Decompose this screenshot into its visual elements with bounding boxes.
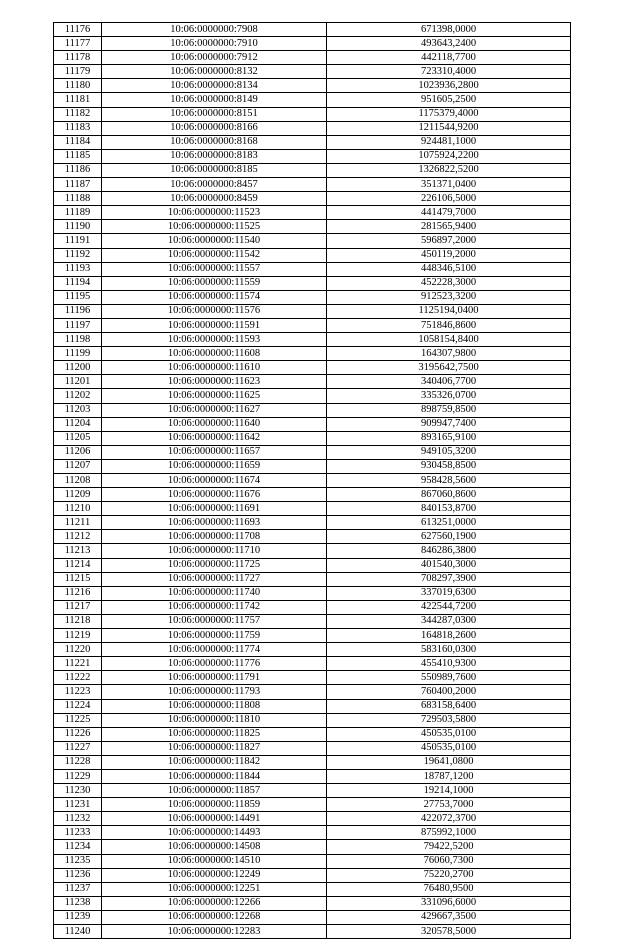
value-cell: 331096,6000 [327, 896, 571, 910]
value-cell: 1175379,4000 [327, 107, 571, 121]
table-row [54, 614, 571, 628]
table-row [54, 586, 571, 600]
row-number-cell: 11232 [54, 812, 102, 826]
row-number-cell: 11186 [54, 163, 102, 177]
row-number-cell: 11230 [54, 784, 102, 798]
cadastral-number-cell: 10:06:0000000:11691 [102, 502, 327, 516]
table-row [54, 784, 571, 798]
row-number-cell: 11234 [54, 840, 102, 854]
value-cell: 337019,6300 [327, 586, 571, 600]
table-row [54, 23, 571, 37]
table-row [54, 882, 571, 896]
cadastral-number-cell: 10:06:0000000:8151 [102, 107, 327, 121]
row-number-cell: 11192 [54, 248, 102, 262]
cadastral-number-cell: 10:06:0000000:7910 [102, 37, 327, 51]
row-number-cell: 11194 [54, 276, 102, 290]
row-number-cell: 11190 [54, 220, 102, 234]
table-row [54, 459, 571, 473]
value-cell: 164818,2600 [327, 629, 571, 643]
table-row [54, 840, 571, 854]
table-row [54, 65, 571, 79]
row-number-cell: 11185 [54, 149, 102, 163]
table-row [54, 812, 571, 826]
row-number-cell: 11197 [54, 318, 102, 332]
value-cell: 79422,5200 [327, 840, 571, 854]
table-row [54, 361, 571, 375]
row-number-cell: 11210 [54, 502, 102, 516]
table-row [54, 925, 571, 939]
table-row [54, 149, 571, 163]
value-cell: 924481,1000 [327, 135, 571, 149]
table-row [54, 417, 571, 431]
row-number-cell: 11220 [54, 643, 102, 657]
table-row [54, 826, 571, 840]
table-row [54, 699, 571, 713]
table-row [54, 629, 571, 643]
value-cell: 958428,5600 [327, 474, 571, 488]
value-cell: 846286,3800 [327, 544, 571, 558]
cadastral-number-cell: 10:06:0000000:11725 [102, 558, 327, 572]
table-row [54, 192, 571, 206]
row-number-cell: 11179 [54, 65, 102, 79]
row-number-cell: 11196 [54, 304, 102, 318]
cadastral-number-cell: 10:06:0000000:8185 [102, 163, 327, 177]
cadastral-number-cell: 10:06:0000000:11657 [102, 445, 327, 459]
row-number-cell: 11193 [54, 262, 102, 276]
row-number-cell: 11202 [54, 389, 102, 403]
row-number-cell: 11201 [54, 375, 102, 389]
value-cell: 351371,0400 [327, 178, 571, 192]
row-number-cell: 11216 [54, 586, 102, 600]
cadastral-number-cell: 10:06:0000000:12266 [102, 896, 327, 910]
table-row [54, 600, 571, 614]
cadastral-number-cell: 10:06:0000000:11610 [102, 361, 327, 375]
cadastral-number-cell: 10:06:0000000:8166 [102, 121, 327, 135]
cadastral-number-cell: 10:06:0000000:12249 [102, 868, 327, 882]
row-number-cell: 11240 [54, 925, 102, 939]
value-cell: 596897,2000 [327, 234, 571, 248]
table-row [54, 502, 571, 516]
cadastral-number-cell: 10:06:0000000:11525 [102, 220, 327, 234]
value-cell: 320578,5000 [327, 925, 571, 939]
value-cell: 550989,7600 [327, 671, 571, 685]
table-row [54, 445, 571, 459]
value-cell: 875992,1000 [327, 826, 571, 840]
row-number-cell: 11206 [54, 445, 102, 459]
value-cell: 450535,0100 [327, 727, 571, 741]
table-row [54, 248, 571, 262]
table-row [54, 389, 571, 403]
table-row [54, 727, 571, 741]
table-row [54, 685, 571, 699]
value-cell: 1023936,2800 [327, 79, 571, 93]
value-cell: 340406,7700 [327, 375, 571, 389]
cadastral-number-cell: 10:06:0000000:8183 [102, 149, 327, 163]
row-number-cell: 11235 [54, 854, 102, 868]
table-row [54, 333, 571, 347]
table-row [54, 107, 571, 121]
table-row [54, 347, 571, 361]
value-cell: 708297,3900 [327, 572, 571, 586]
cadastral-number-cell: 10:06:0000000:11640 [102, 417, 327, 431]
cadastral-number-cell: 10:06:0000000:11825 [102, 727, 327, 741]
value-cell: 19214,1000 [327, 784, 571, 798]
value-cell: 1075924,2200 [327, 149, 571, 163]
table-row [54, 516, 571, 530]
cadastral-number-cell: 10:06:0000000:11627 [102, 403, 327, 417]
row-number-cell: 11180 [54, 79, 102, 93]
cadastral-number-cell: 10:06:0000000:8149 [102, 93, 327, 107]
cadastral-number-cell: 10:06:0000000:11710 [102, 544, 327, 558]
row-number-cell: 11207 [54, 459, 102, 473]
row-number-cell: 11211 [54, 516, 102, 530]
value-cell: 448346,5100 [327, 262, 571, 276]
row-number-cell: 11187 [54, 178, 102, 192]
value-cell: 18787,1200 [327, 769, 571, 783]
row-number-cell: 11226 [54, 727, 102, 741]
table-row [54, 318, 571, 332]
value-cell: 1326822,5200 [327, 163, 571, 177]
row-number-cell: 11183 [54, 121, 102, 135]
row-number-cell: 11199 [54, 347, 102, 361]
value-cell: 493643,2400 [327, 37, 571, 51]
row-number-cell: 11225 [54, 713, 102, 727]
cadastral-number-cell: 10:06:0000000:11842 [102, 755, 327, 769]
row-number-cell: 11195 [54, 290, 102, 304]
value-cell: 898759,8500 [327, 403, 571, 417]
value-cell: 450535,0100 [327, 741, 571, 755]
row-number-cell: 11203 [54, 403, 102, 417]
value-cell: 930458,8500 [327, 459, 571, 473]
row-number-cell: 11238 [54, 896, 102, 910]
row-number-cell: 11222 [54, 671, 102, 685]
cadastral-number-cell: 10:06:0000000:11676 [102, 488, 327, 502]
value-cell: 723310,4000 [327, 65, 571, 79]
table-row [54, 643, 571, 657]
row-number-cell: 11229 [54, 769, 102, 783]
cadastral-number-cell: 10:06:0000000:11642 [102, 431, 327, 445]
value-cell: 75220,2700 [327, 868, 571, 882]
table-row [54, 37, 571, 51]
table-row [54, 262, 571, 276]
value-cell: 344287,0300 [327, 614, 571, 628]
cadastral-number-cell: 10:06:0000000:11859 [102, 798, 327, 812]
table-row [54, 910, 571, 924]
value-cell: 226106,5000 [327, 192, 571, 206]
table-row [54, 220, 571, 234]
row-number-cell: 11227 [54, 741, 102, 755]
row-number-cell: 11182 [54, 107, 102, 121]
value-cell: 335326,0700 [327, 389, 571, 403]
table-row [54, 896, 571, 910]
cadastral-number-cell: 10:06:0000000:8134 [102, 79, 327, 93]
value-cell: 452228,3000 [327, 276, 571, 290]
table-row [54, 798, 571, 812]
cadastral-number-cell: 10:06:0000000:7908 [102, 23, 327, 37]
row-number-cell: 11224 [54, 699, 102, 713]
row-number-cell: 11178 [54, 51, 102, 65]
row-number-cell: 11189 [54, 206, 102, 220]
row-number-cell: 11209 [54, 488, 102, 502]
value-cell: 76480,9500 [327, 882, 571, 896]
value-cell: 281565,9400 [327, 220, 571, 234]
cadastral-number-cell: 10:06:0000000:11759 [102, 629, 327, 643]
value-cell: 751846,8600 [327, 318, 571, 332]
table-row [54, 234, 571, 248]
value-cell: 1058154,8400 [327, 333, 571, 347]
value-cell: 441479,7000 [327, 206, 571, 220]
row-number-cell: 11200 [54, 361, 102, 375]
value-cell: 27753,7000 [327, 798, 571, 812]
value-cell: 683158,6400 [327, 699, 571, 713]
cadastral-number-cell: 10:06:0000000:11808 [102, 699, 327, 713]
value-cell: 912523,3200 [327, 290, 571, 304]
row-number-cell: 11219 [54, 629, 102, 643]
table-row [54, 431, 571, 445]
table-row [54, 854, 571, 868]
table-row [54, 93, 571, 107]
value-cell: 840153,8700 [327, 502, 571, 516]
cadastral-number-cell: 10:06:0000000:11844 [102, 769, 327, 783]
cadastral-number-cell: 10:06:0000000:11857 [102, 784, 327, 798]
table-row [54, 290, 571, 304]
table-row [54, 488, 571, 502]
cadastral-number-cell: 10:06:0000000:12251 [102, 882, 327, 896]
row-number-cell: 11231 [54, 798, 102, 812]
cadastral-number-cell: 10:06:0000000:11542 [102, 248, 327, 262]
value-cell: 893165,9100 [327, 431, 571, 445]
value-cell: 19641,0800 [327, 755, 571, 769]
value-cell: 867060,8600 [327, 488, 571, 502]
cadastral-number-cell: 10:06:0000000:11757 [102, 614, 327, 628]
row-number-cell: 11176 [54, 23, 102, 37]
table-row [54, 403, 571, 417]
cadastral-number-cell: 10:06:0000000:8168 [102, 135, 327, 149]
table-row [54, 79, 571, 93]
cadastral-number-cell: 10:06:0000000:12283 [102, 925, 327, 939]
table-row [54, 671, 571, 685]
value-cell: 949105,3200 [327, 445, 571, 459]
value-cell: 951605,2500 [327, 93, 571, 107]
table-body [54, 23, 571, 939]
row-number-cell: 11236 [54, 868, 102, 882]
row-number-cell: 11181 [54, 93, 102, 107]
value-cell: 455410,9300 [327, 657, 571, 671]
cadastral-number-cell: 10:06:0000000:11625 [102, 389, 327, 403]
value-cell: 450119,2000 [327, 248, 571, 262]
row-number-cell: 11205 [54, 431, 102, 445]
table-row [54, 544, 571, 558]
value-cell: 760400,2000 [327, 685, 571, 699]
value-cell: 1125194,0400 [327, 304, 571, 318]
row-number-cell: 11184 [54, 135, 102, 149]
cadastral-number-cell: 10:06:0000000:14491 [102, 812, 327, 826]
cadastral-number-cell: 10:06:0000000:11608 [102, 347, 327, 361]
cadastral-number-cell: 10:06:0000000:11559 [102, 276, 327, 290]
cadastral-number-cell: 10:06:0000000:11540 [102, 234, 327, 248]
row-number-cell: 11239 [54, 910, 102, 924]
table-row [54, 769, 571, 783]
data-table [53, 22, 571, 939]
cadastral-number-cell: 10:06:0000000:12268 [102, 910, 327, 924]
value-cell: 583160,0300 [327, 643, 571, 657]
cadastral-number-cell: 10:06:0000000:11574 [102, 290, 327, 304]
value-cell: 401540,3000 [327, 558, 571, 572]
cadastral-number-cell: 10:06:0000000:11774 [102, 643, 327, 657]
cadastral-number-cell: 10:06:0000000:8132 [102, 65, 327, 79]
row-number-cell: 11198 [54, 333, 102, 347]
row-number-cell: 11218 [54, 614, 102, 628]
row-number-cell: 11213 [54, 544, 102, 558]
cadastral-number-cell: 10:06:0000000:11810 [102, 713, 327, 727]
table-row [54, 276, 571, 290]
cadastral-number-cell: 10:06:0000000:11523 [102, 206, 327, 220]
table-row [54, 713, 571, 727]
value-cell: 1211544,9200 [327, 121, 571, 135]
cadastral-number-cell: 10:06:0000000:11708 [102, 530, 327, 544]
cadastral-number-cell: 10:06:0000000:11740 [102, 586, 327, 600]
table-row [54, 558, 571, 572]
cadastral-number-cell: 10:06:0000000:11827 [102, 741, 327, 755]
cadastral-number-cell: 10:06:0000000:11593 [102, 333, 327, 347]
cadastral-number-cell: 10:06:0000000:11576 [102, 304, 327, 318]
value-cell: 3195642,7500 [327, 361, 571, 375]
table-row [54, 135, 571, 149]
cadastral-number-cell: 10:06:0000000:11793 [102, 685, 327, 699]
table-row [54, 121, 571, 135]
value-cell: 627560,1900 [327, 530, 571, 544]
row-number-cell: 11214 [54, 558, 102, 572]
table-row [54, 572, 571, 586]
cadastral-number-cell: 10:06:0000000:7912 [102, 51, 327, 65]
row-number-cell: 11223 [54, 685, 102, 699]
value-cell: 909947,7400 [327, 417, 571, 431]
row-number-cell: 11204 [54, 417, 102, 431]
cadastral-number-cell: 10:06:0000000:8457 [102, 178, 327, 192]
row-number-cell: 11217 [54, 600, 102, 614]
cadastral-number-cell: 10:06:0000000:11557 [102, 262, 327, 276]
table-row [54, 657, 571, 671]
row-number-cell: 11221 [54, 657, 102, 671]
row-number-cell: 11237 [54, 882, 102, 896]
table-row [54, 51, 571, 65]
table-row [54, 206, 571, 220]
value-cell: 422072,3700 [327, 812, 571, 826]
table-row [54, 178, 571, 192]
row-number-cell: 11228 [54, 755, 102, 769]
value-cell: 671398,0000 [327, 23, 571, 37]
row-number-cell: 11233 [54, 826, 102, 840]
row-number-cell: 11177 [54, 37, 102, 51]
cadastral-number-cell: 10:06:0000000:11693 [102, 516, 327, 530]
cadastral-number-cell: 10:06:0000000:14510 [102, 854, 327, 868]
value-cell: 429667,3500 [327, 910, 571, 924]
row-number-cell: 11208 [54, 474, 102, 488]
value-cell: 613251,0000 [327, 516, 571, 530]
cadastral-number-cell: 10:06:0000000:14493 [102, 826, 327, 840]
value-cell: 164307,9800 [327, 347, 571, 361]
cadastral-number-cell: 10:06:0000000:11659 [102, 459, 327, 473]
table-row [54, 741, 571, 755]
cadastral-number-cell: 10:06:0000000:11623 [102, 375, 327, 389]
row-number-cell: 11212 [54, 530, 102, 544]
row-number-cell: 11215 [54, 572, 102, 586]
table-row [54, 375, 571, 389]
value-cell: 76060,7300 [327, 854, 571, 868]
cadastral-number-cell: 10:06:0000000:14508 [102, 840, 327, 854]
cadastral-number-cell: 10:06:0000000:11591 [102, 318, 327, 332]
cadastral-number-cell: 10:06:0000000:11742 [102, 600, 327, 614]
table-row [54, 755, 571, 769]
row-number-cell: 11188 [54, 192, 102, 206]
value-cell: 422544,7200 [327, 600, 571, 614]
cadastral-number-cell: 10:06:0000000:11776 [102, 657, 327, 671]
cadastral-number-cell: 10:06:0000000:11727 [102, 572, 327, 586]
row-number-cell: 11191 [54, 234, 102, 248]
cadastral-number-cell: 10:06:0000000:8459 [102, 192, 327, 206]
table-row [54, 530, 571, 544]
table-row [54, 474, 571, 488]
cadastral-number-cell: 10:06:0000000:11674 [102, 474, 327, 488]
table-row [54, 163, 571, 177]
cadastral-number-cell: 10:06:0000000:11791 [102, 671, 327, 685]
value-cell: 729503,5800 [327, 713, 571, 727]
table-row [54, 868, 571, 882]
table-row [54, 304, 571, 318]
value-cell: 442118,7700 [327, 51, 571, 65]
